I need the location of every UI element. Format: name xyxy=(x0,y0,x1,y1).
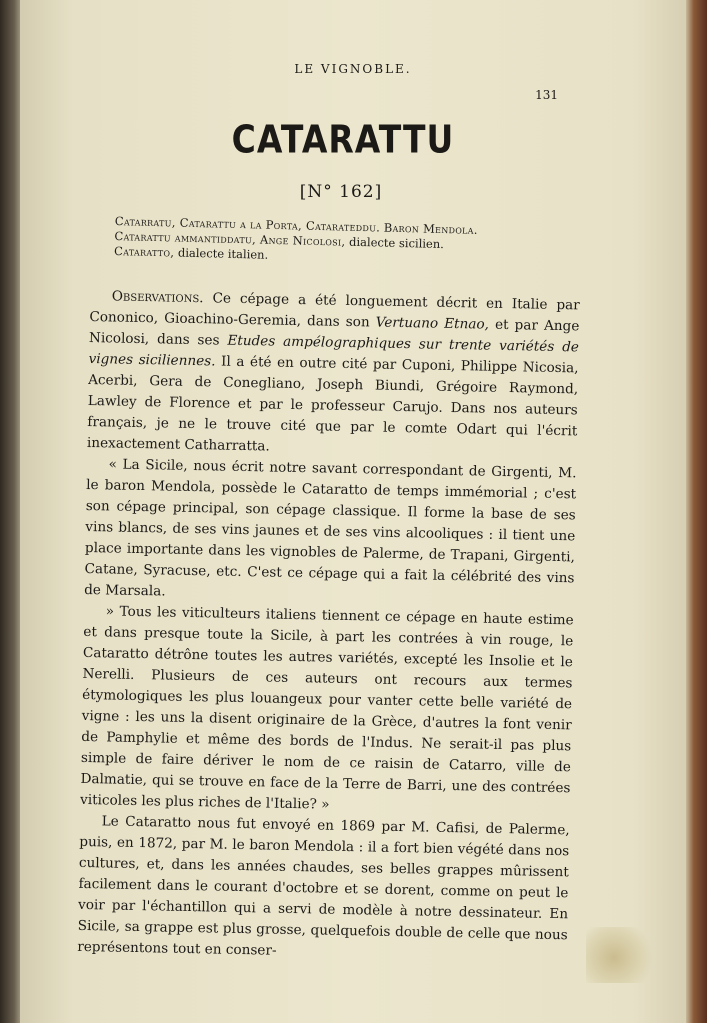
book-edge xyxy=(685,0,707,1023)
observations-lead: Observations. xyxy=(111,288,204,307)
synonym-names: Catarratu, Catarattu a la Porta, Catarateddu. xyxy=(114,214,381,235)
entry-number: [N° 162] xyxy=(299,182,383,202)
page-number: 131 xyxy=(535,88,558,102)
synonym-source: dialecte sicilien. xyxy=(348,234,445,252)
work-title: Vertuano Etnao, xyxy=(375,314,490,333)
paragraph-cultivation: Le Cataratto nous fut envoyé en 1869 par M. Cafisi, de Palerme, puis, en 1872, par M. le baron Mendola : il a fort bien végété dans nos cultures, et, dans les années chaudes, ses belles grappes mûrissent facilement dans le courant d'octobre et se dorent, comme on peut le voir par l'échantillon qui a servi de modèle à notre dessinateur. En Sicile, sa grappe est plus grosse, quelquefois double de celle que nous représentons tout en conser- xyxy=(77,813,570,959)
running-head: LE VIGNOBLE. xyxy=(294,62,412,76)
book-page xyxy=(20,0,686,1023)
watermark xyxy=(586,927,656,983)
paragraph-text: et par Ange Nicolosi, dans ses xyxy=(88,316,580,349)
body-text xyxy=(77,286,580,967)
paragraph-quote-2: » Tous les viticulteurs italiens tiennent ce cépage en haute estime et dans presque toute la Sicile, à part les contrées à vin rouge, le Cataratto détrône toutes les autres variétés, excepté les Insolie et le Nerelli. Plusieurs de ces auteurs ont recours aux termes étymologiques les plus louangeux pour vanter cette belle variété de vigne : les uns la disent originaire de la Grèce, d'autres la font venir de Pamphylie et même des bords de l'Indus. Ne serait-il pas plus simple de faire dériver le nom de ce raisin de Catarro, ville de Dalmatie, qui se trouve en face de la Terre de Barri, une des contrées viticoles les plus riches de l'Italie? » xyxy=(79,603,574,813)
synonyms-block xyxy=(114,214,555,270)
synonym-source: dialecte italien. xyxy=(177,245,269,262)
entry-title: CATARATTU xyxy=(231,117,455,162)
synonym-names: Cataratto, xyxy=(113,243,175,260)
synonym-source: Baron Mendola. xyxy=(383,220,478,237)
paragraph-text: Ce cépage a été longuement décrit en Italie par Cononico, Gioachino-Geremia, dans son xyxy=(89,290,580,331)
synonym-names: Catarattu ammantiddatu, Ange Nicolosi, xyxy=(114,228,346,249)
paragraph-observations xyxy=(87,286,580,463)
paragraph-quote-1: « La Sicile, nous écrit notre savant correspondant de Girgenti, M. le baron Mendola, possède le Cataratto de temps immémorial ; c'est son cépage principal, son cépage classique. Il forme la base de ses vins blancs, de ses vins jaunes et de ses vins alcooliques : il tient une place importante dans les vignobles de Palerme, de Trapani, Girgenti, Catane, Syracuse, etc. C'est ce cépage qui a fait la célébrité des vins de Marsala. xyxy=(84,456,577,600)
paragraph-text: Il a été en outre cité par Cuponi, Philippe Nicosia, Acerbi, Gera de Conegliano, Joseph Biundi, Grégoire Raymond, Lawley de Florence et par le professeur Carujo. Dans nos auteurs français, je ne le trouve cité que par le comte Odart qui l'écrit inexactement Catharratta. xyxy=(86,353,579,455)
work-title: Etudes ampélographiques sur trente variétés de vignes siciliennes. xyxy=(88,332,580,370)
